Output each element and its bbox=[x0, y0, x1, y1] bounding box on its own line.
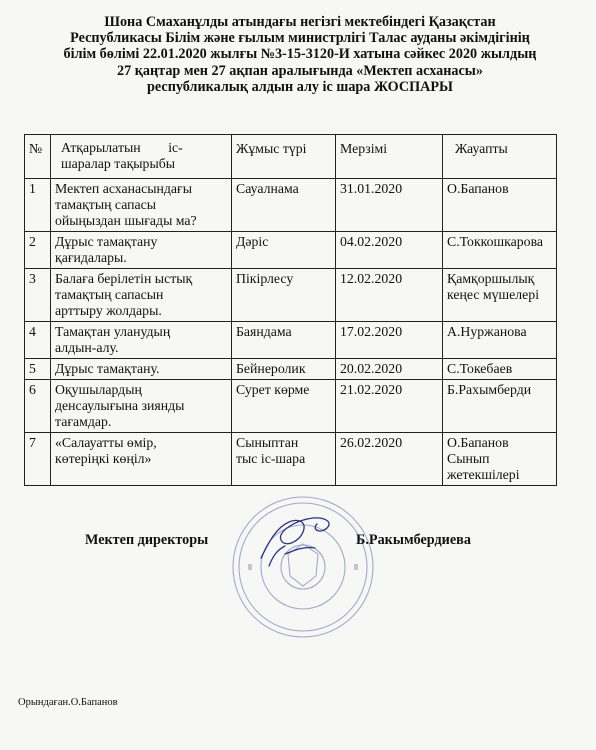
row-responsible-cell bbox=[443, 179, 557, 232]
table-row bbox=[25, 232, 557, 269]
type-line: Бейнеролик bbox=[236, 361, 306, 376]
row-type-cell bbox=[232, 433, 336, 486]
topic-line: Дұрыс тамақтану. bbox=[55, 361, 160, 376]
row-number-cell: 2 bbox=[25, 232, 51, 269]
responsible-line: Сынып bbox=[447, 451, 490, 466]
responsible-line: О.Бапанов bbox=[447, 435, 509, 450]
table-row bbox=[25, 359, 557, 380]
director-name: Б.Ракымбердиева bbox=[356, 532, 471, 548]
row-type-cell bbox=[232, 380, 336, 433]
row-date-cell: 17.02.2020 bbox=[336, 322, 443, 359]
topic-line: Тамақтан уланудың bbox=[55, 324, 171, 339]
responsible-line: С.Токкошкарова bbox=[447, 234, 544, 249]
executor-note: Орындаған.О.Бапанов bbox=[18, 697, 118, 708]
type-line: Дәріс bbox=[236, 234, 269, 249]
row-date-cell: 31.01.2020 bbox=[336, 179, 443, 232]
responsible-line: А.Нуржанова bbox=[447, 324, 527, 339]
row-date-cell: 12.02.2020 bbox=[336, 269, 443, 322]
type-line: тыс іс-шара bbox=[236, 451, 306, 466]
type-line: Пікірлесу bbox=[236, 271, 294, 286]
table-row bbox=[25, 269, 557, 322]
document-title bbox=[20, 14, 580, 95]
responsible-line: жетекшілері bbox=[447, 467, 520, 482]
topic-line: тамақтың сапасы bbox=[55, 197, 157, 212]
topic-line: денсаулығына зиянды bbox=[55, 398, 185, 413]
topic-line: Балаға берілетін ыстық bbox=[55, 271, 193, 286]
type-line: Сыныптан bbox=[236, 435, 299, 450]
row-responsible-cell bbox=[443, 232, 557, 269]
topic-line: ойыңыздан шығады ма? bbox=[55, 213, 197, 228]
row-date-cell: 26.02.2020 bbox=[336, 433, 443, 486]
type-line: Сауалнама bbox=[236, 181, 299, 196]
row-topic-cell bbox=[51, 359, 232, 380]
row-responsible-cell bbox=[443, 380, 557, 433]
title-line: білім бөлімі 22.01.2020 жылғы №3-15-3120-И хатына сәйкес 2020 жылдың bbox=[63, 46, 537, 63]
type-line: Сурет көрме bbox=[236, 382, 310, 397]
table-row bbox=[25, 380, 557, 433]
row-topic-cell bbox=[51, 232, 232, 269]
topic-line: көтеріңкі көңіл» bbox=[55, 451, 152, 466]
row-date-cell: 04.02.2020 bbox=[336, 232, 443, 269]
col-header-topic-line: Атқарылатын іс- bbox=[61, 140, 183, 155]
table-row bbox=[25, 322, 557, 359]
row-responsible-cell bbox=[443, 269, 557, 322]
topic-line: қағидалары. bbox=[55, 250, 127, 265]
responsible-line: Қамқоршылық bbox=[447, 271, 535, 286]
row-type-cell bbox=[232, 232, 336, 269]
row-number-cell: 4 bbox=[25, 322, 51, 359]
handwritten-signature-icon bbox=[255, 506, 340, 576]
row-topic-cell bbox=[51, 179, 232, 232]
topic-line: арттыру жолдары. bbox=[55, 303, 162, 318]
col-header-responsible: Жауапты bbox=[443, 135, 557, 179]
col-header-topic bbox=[51, 135, 232, 179]
row-topic-cell bbox=[51, 269, 232, 322]
row-type-cell bbox=[232, 179, 336, 232]
row-number-cell: 6 bbox=[25, 380, 51, 433]
row-number-cell: 7 bbox=[25, 433, 51, 486]
row-topic-cell bbox=[51, 380, 232, 433]
title-line: республикалық алдын алу іс шара ЖОСПАРЫ bbox=[147, 78, 453, 95]
title-line: 27 қаңтар мен 27 ақпан аралығында «Мектеп асханасы» bbox=[117, 62, 483, 79]
col-header-topic-line: шаралар тақырыбы bbox=[61, 156, 175, 171]
table-body bbox=[25, 179, 557, 486]
responsible-line: О.Бапанов bbox=[447, 181, 509, 196]
row-responsible-cell bbox=[443, 322, 557, 359]
row-date-cell: 20.02.2020 bbox=[336, 359, 443, 380]
table-row bbox=[25, 179, 557, 232]
row-topic-cell bbox=[51, 433, 232, 486]
director-title: Мектеп директоры bbox=[85, 532, 209, 548]
row-type-cell bbox=[232, 269, 336, 322]
col-header-type: Жұмыс түрі bbox=[232, 135, 336, 179]
row-number-cell: 5 bbox=[25, 359, 51, 380]
title-line: Шона Смаханұлды атындағы негізгі мектебіндегі Қазақстан bbox=[104, 14, 496, 30]
table-header-row bbox=[25, 135, 557, 179]
type-line: Баяндама bbox=[236, 324, 292, 339]
row-number-cell: 1 bbox=[25, 179, 51, 232]
topic-line: «Салауатты өмір, bbox=[55, 435, 157, 450]
topic-line: тағамдар. bbox=[55, 414, 112, 429]
col-header-date: Мерзімі bbox=[336, 135, 443, 179]
row-responsible-cell bbox=[443, 433, 557, 486]
row-number-cell: 3 bbox=[25, 269, 51, 322]
row-responsible-cell bbox=[443, 359, 557, 380]
title-line: Республикасы Білім және ғылым министрлігі Талас ауданы әкімдігінің bbox=[70, 30, 530, 47]
responsible-line: кеңес мүшелері bbox=[447, 287, 540, 302]
table-row bbox=[25, 433, 557, 486]
row-date-cell: 21.02.2020 bbox=[336, 380, 443, 433]
topic-line: Оқушылардың bbox=[55, 382, 142, 397]
row-topic-cell bbox=[51, 322, 232, 359]
responsible-line: С.Токебаев bbox=[447, 361, 513, 376]
topic-line: тамақтың сапасын bbox=[55, 287, 164, 302]
topic-line: Мектеп асханасындағы bbox=[55, 181, 192, 196]
plan-table bbox=[24, 134, 557, 486]
topic-line: алдын-алу. bbox=[55, 340, 119, 355]
col-header-number: № bbox=[25, 135, 51, 179]
row-type-cell bbox=[232, 322, 336, 359]
row-type-cell bbox=[232, 359, 336, 380]
responsible-line: Б.Рахымберди bbox=[447, 382, 532, 397]
topic-line: Дұрыс тамақтану bbox=[55, 234, 158, 249]
